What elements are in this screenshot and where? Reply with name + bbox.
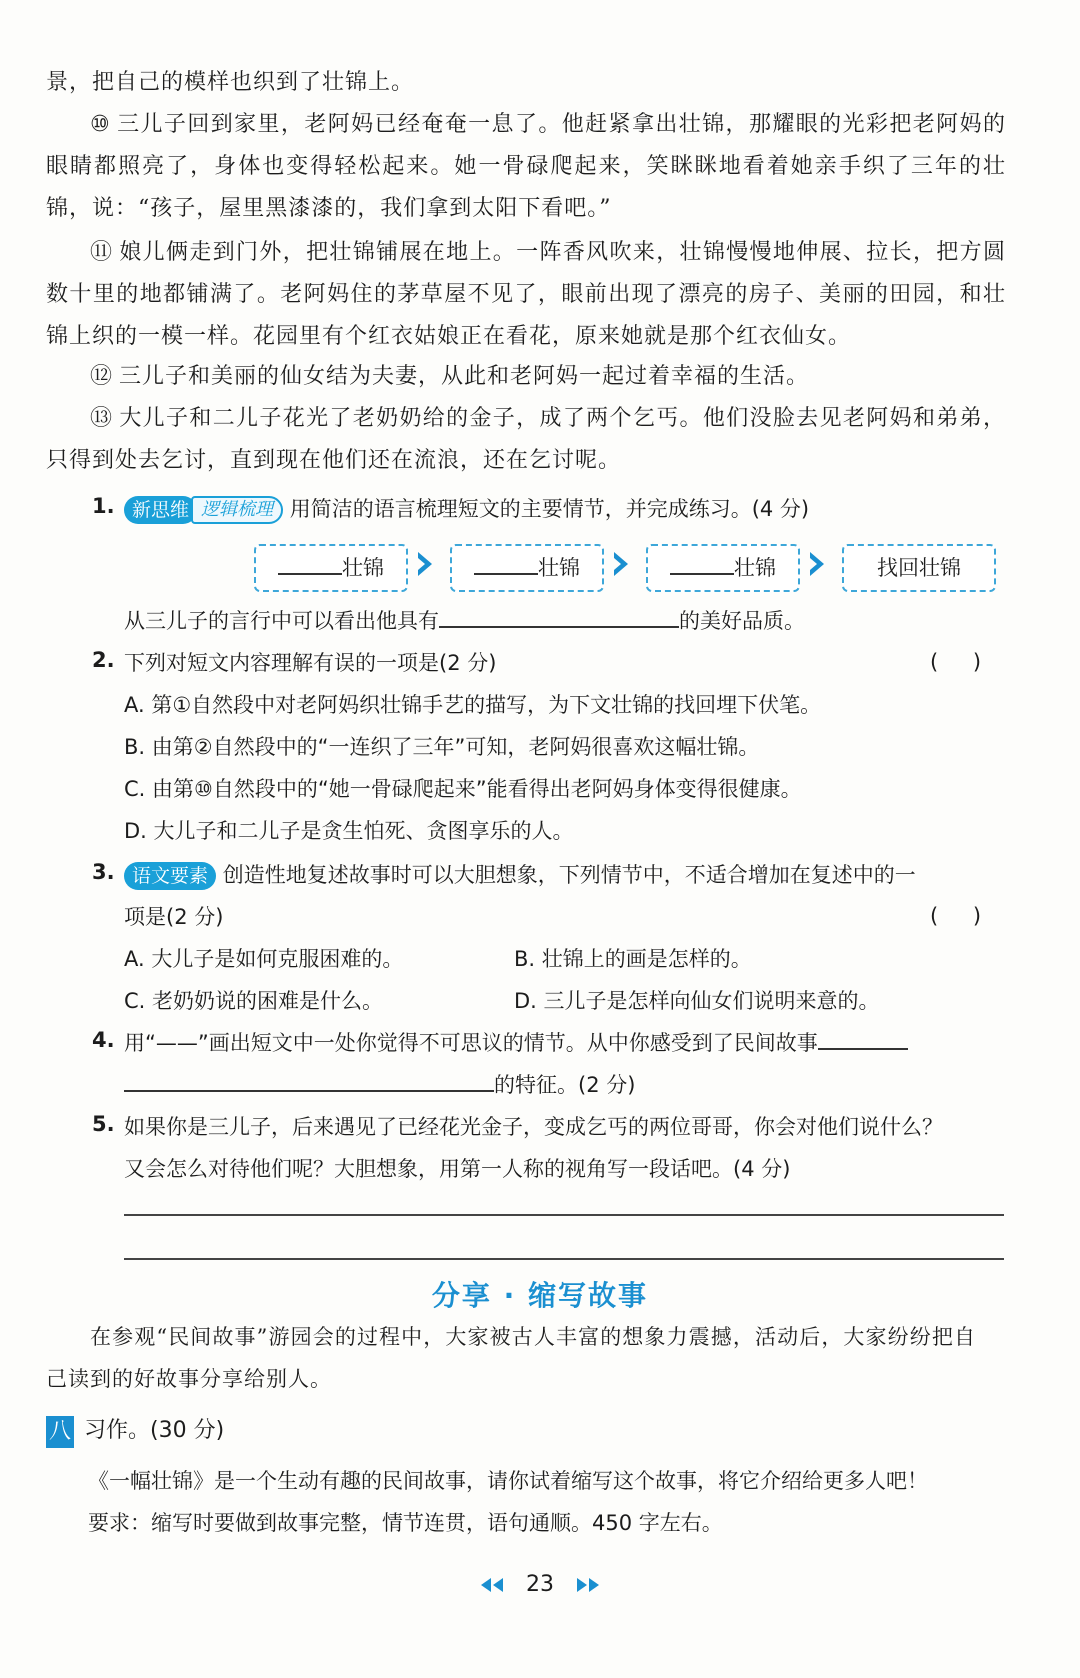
question-3-text: 创造性地复述故事时可以大胆想象，下列情节中，不适合增加在复述中的一: [222, 863, 916, 887]
new-thinking-tag: 新思维: [124, 496, 197, 524]
question-5-number: 5.: [92, 1112, 115, 1136]
story-text: 三儿子和美丽的仙女结为夫妻，从此和老阿妈一起过着幸福的生活。: [119, 364, 810, 389]
option-b[interactable]: B. 由第②自然段中的“一连织了三年”可知，老阿妈很喜欢这幅壮锦。: [124, 735, 760, 759]
question-4-line2: [124, 1064, 635, 1106]
question-4: [124, 1022, 1004, 1064]
option-d[interactable]: D. 三儿子是怎样向仙女们说明来意的。: [514, 989, 880, 1013]
box-label: 壮锦: [734, 556, 776, 580]
blank[interactable]: [474, 547, 538, 575]
answer-line[interactable]: [124, 1258, 1004, 1260]
question-4-number: 4.: [92, 1028, 115, 1052]
question-1-line2: [124, 600, 805, 642]
question-1-text-a: 从三儿子的言行中可以看出他具有: [124, 609, 439, 633]
question-1: [124, 488, 1004, 530]
answer-paren[interactable]: ( ): [930, 650, 982, 674]
story-paragraph-11: [46, 232, 1006, 358]
story-paragraph-13: [46, 398, 1006, 482]
question-4-text2: 的特征。(2 分): [494, 1073, 636, 1097]
paragraph-number: ⑫: [90, 364, 114, 389]
logic-tag: 逻辑梳理: [191, 496, 283, 524]
question-2-text: 下列对短文内容理解有误的一项是(2 分): [124, 651, 497, 675]
story-paragraph-12: [46, 356, 1006, 398]
question-5-text2: 又会怎么对待他们呢？大胆想象，用第一人称的视角写一段话吧。(4 分): [124, 1157, 791, 1181]
answer-line[interactable]: [124, 1214, 1004, 1216]
box-label: 壮锦: [538, 556, 580, 580]
arrow-icon: [614, 552, 628, 576]
answer-blank[interactable]: [439, 600, 679, 628]
plot-box-4: 找回壮锦: [842, 544, 996, 592]
chinese-elements-tag: 语文要素: [124, 862, 216, 890]
arrow-icon: [810, 552, 824, 576]
answer-blank[interactable]: [124, 1064, 494, 1092]
section-intro: 在参观“民间故事”游园会的过程中，大家被古人丰富的想象力震撼，活动后，大家纷纷把自己读到的好故事分享给别人。: [46, 1325, 976, 1391]
next-arrow-icon: [577, 1578, 587, 1592]
blank[interactable]: [670, 547, 734, 575]
question-3: [124, 854, 1004, 896]
writing-requirements: 要求：缩写时要做到故事完整，情节连贯，语句通顺。450 字左右。: [88, 1511, 723, 1535]
page-footer: [0, 1572, 1080, 1597]
option-c[interactable]: C. 由第⑩自然段中的“她一骨碌爬起来”能看得出老阿妈身体变得很健康。: [124, 777, 802, 801]
story-text: 三儿子回到家里，老阿妈已经奄奄一息了。他赶紧拿出壮锦，那耀眼的光彩把老阿妈的眼睛都照亮了，身体也变得轻松起来。她一骨碌爬起来，笑眯眯地看着她亲手织了三年的壮锦，说：“孩子，屋里黑漆漆的，我们拿到太阳下看吧。”: [46, 112, 1006, 221]
question-1-text-b: 的美好品质。: [679, 609, 805, 633]
option-d[interactable]: D. 大儿子和二儿子是贪生怕死、贪图享乐的人。: [124, 819, 574, 843]
plot-box-1[interactable]: [254, 544, 408, 592]
question-1-number: 1.: [92, 494, 115, 518]
paragraph-number: ⑩: [90, 112, 112, 137]
story-text: 娘儿俩走到门外，把壮锦铺展在地上。一阵香风吹来，壮锦慢慢地伸展、拉长，把方圆数十里的地都铺满了。老阿妈住的茅草屋不见了，眼前出现了漂亮的房子、美丽的田园，和壮锦上织的一模一样。花园里有个红衣姑娘正在看花，原来她就是那个红衣仙女。: [46, 240, 1006, 349]
next-arrow-icon: [589, 1578, 599, 1592]
question-3-number: 3.: [92, 860, 115, 884]
blank[interactable]: [278, 547, 342, 575]
option-b[interactable]: B. 壮锦上的画是怎样的。: [514, 947, 752, 971]
answer-blank[interactable]: [818, 1022, 908, 1050]
answer-paren[interactable]: ( ): [930, 904, 982, 928]
question-5-text: 如果你是三儿子，后来遇见了已经花光金子，变成乞丐的两位哥哥，你会对他们说什么？: [124, 1115, 943, 1139]
question-2-number: 2.: [92, 648, 115, 672]
option-a[interactable]: A. 第①自然段中对老阿妈织壮锦手艺的描写，为下文壮锦的找回埋下伏笔。: [124, 693, 822, 717]
paragraph-number: ⑬: [90, 406, 114, 431]
story-text: 大儿子和二儿子花光了老奶奶给的金子，成了两个乞丐。他们没脸去见老阿妈和弟弟，只得到处去乞讨，直到现在他们还在流浪，还在乞讨呢。: [46, 406, 1006, 473]
section-title: 分享 · 缩写故事: [431, 1279, 649, 1312]
question-1-text: 用简洁的语言梳理短文的主要情节，并完成练习。(4 分): [289, 497, 810, 521]
plot-box-3[interactable]: [646, 544, 800, 592]
prev-arrow-icon: [493, 1578, 503, 1592]
box-label: 壮锦: [342, 556, 384, 580]
question-3-text2: 项是(2 分): [124, 905, 224, 929]
story-paragraph-top: [46, 62, 1006, 104]
paragraph-number: ⑪: [90, 240, 114, 265]
section-number-badge: 八: [46, 1416, 74, 1448]
page-number: 23: [526, 1572, 554, 1597]
option-a[interactable]: A. 大儿子是如何克服困难的。: [124, 947, 404, 971]
story-text: 景，把自己的模样也织到了壮锦上。: [46, 70, 415, 95]
option-c[interactable]: C. 老奶奶说的困难是什么。: [124, 989, 384, 1013]
story-paragraph-10: [46, 104, 1006, 230]
arrow-icon: [418, 552, 432, 576]
prev-arrow-icon: [481, 1578, 491, 1592]
writing-title: 习作。(30 分): [84, 1418, 225, 1443]
writing-prompt: 《一幅壮锦》是一个生动有趣的民间故事，请你试着缩写这个故事，将它介绍给更多人吧！: [88, 1469, 928, 1493]
question-4-text: 用“——”画出短文中一处你觉得不可思议的情节。从中你感受到了民间故事: [124, 1031, 818, 1055]
plot-box-2[interactable]: [450, 544, 604, 592]
